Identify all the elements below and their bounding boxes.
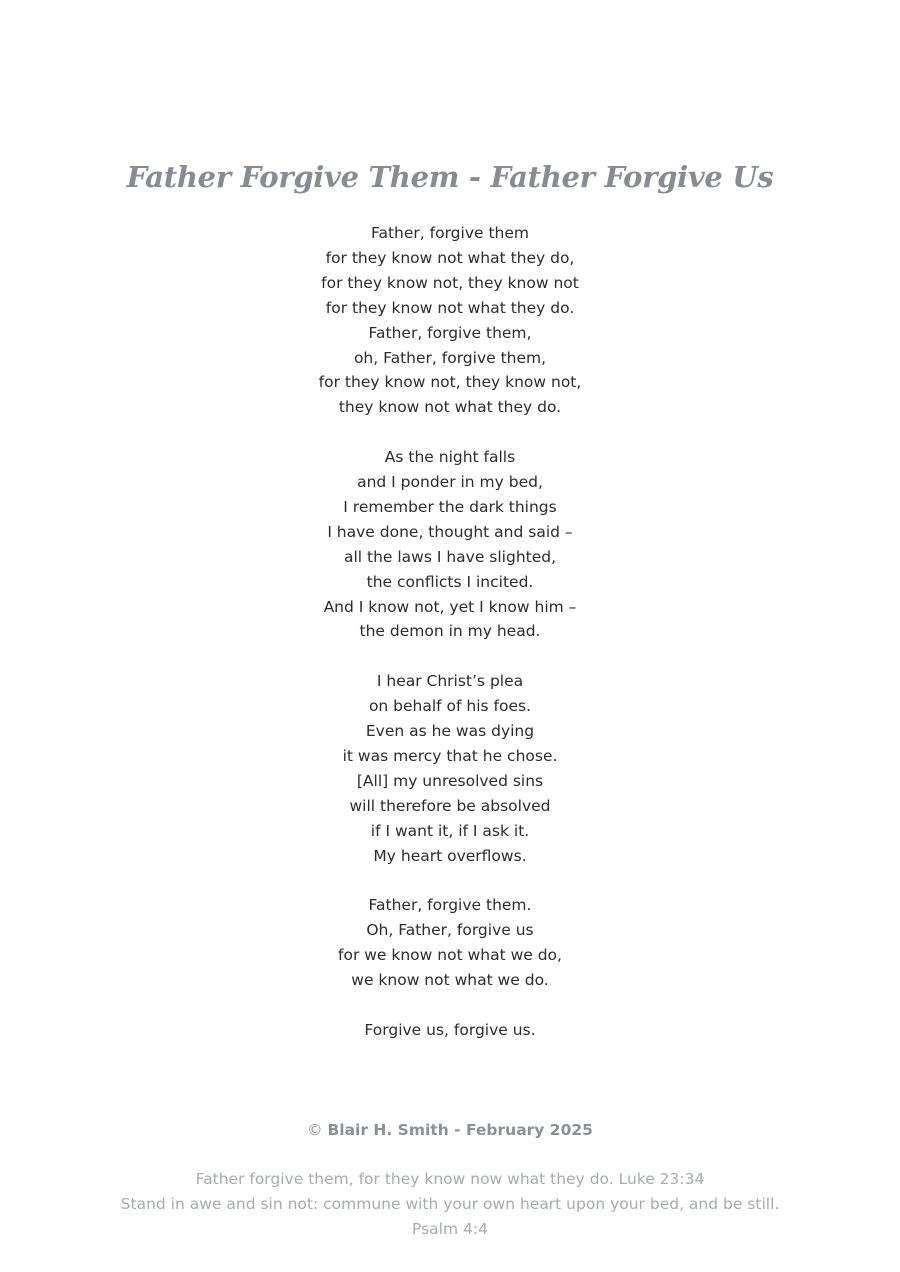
poem-line: oh, Father, forgive them, (353, 348, 547, 367)
poem-line: on behalf of his foes. (368, 697, 532, 716)
poem-line: we know not what we do. (351, 971, 549, 990)
copyright-symbol: © (307, 1121, 323, 1139)
poem-line: As the night falls (384, 448, 516, 467)
stanza (0, 445, 900, 644)
poem-line: for they know not, they know not, (318, 373, 582, 392)
poem-line: they know not what they do. (338, 398, 562, 417)
poem-line: will therefore be absolved (349, 796, 551, 815)
poem-line: I hear Christ’s plea (376, 672, 524, 691)
poem-body (0, 221, 900, 1043)
poem-line: I have done, thought and said – (327, 522, 573, 541)
poem-line: for they know not what they do. (325, 298, 575, 317)
stanza (0, 1018, 900, 1043)
poem-line: Father, forgive them, (368, 323, 532, 342)
copyright-line (0, 1117, 900, 1143)
poem-line: if I want it, if I ask it. (370, 821, 530, 840)
poem-line: Even as he was dying (365, 722, 535, 741)
reference-line: Psalm 4:4 (412, 1219, 488, 1238)
poem-line: Father, forgive them. (368, 896, 532, 915)
poem-line: [All] my unresolved sins (356, 771, 544, 790)
reference-line: Stand in awe and sin not: commune with your own heart upon your bed, and be still. (120, 1194, 780, 1213)
poem-line: Oh, Father, forgive us (366, 921, 534, 940)
author-date: Blair H. Smith - February 2025 (327, 1121, 593, 1139)
poem-line: for they know not what they do, (325, 248, 575, 267)
poem-line: for we know not what we do, (338, 946, 562, 965)
stanza (0, 669, 900, 868)
poem-line: I remember the dark things (343, 497, 557, 516)
poem-line: all the laws I have slighted, (343, 547, 557, 566)
poem-line: the conflicts I incited. (366, 572, 534, 591)
reference-line: Father forgive them, for they know now what they do. Luke 23:34 (195, 1170, 705, 1188)
poem-line: the demon in my head. (359, 622, 541, 641)
poem-line: it was mercy that he chose. (342, 747, 558, 765)
poem-line: Forgive us, forgive us. (364, 1020, 536, 1039)
stanza (0, 893, 900, 993)
poem-line: My heart overflows. (373, 846, 527, 865)
poem-line: and I ponder in my bed, (357, 473, 543, 492)
poem-title: Father Forgive Them - Father Forgive Us (126, 160, 774, 194)
scripture-references (0, 1167, 900, 1242)
poem-line: for they know not, they know not (321, 273, 579, 292)
poem-line: And I know not, yet I know him – (323, 597, 577, 616)
stanza (0, 221, 900, 420)
poem-line: Father, forgive them (370, 224, 529, 242)
